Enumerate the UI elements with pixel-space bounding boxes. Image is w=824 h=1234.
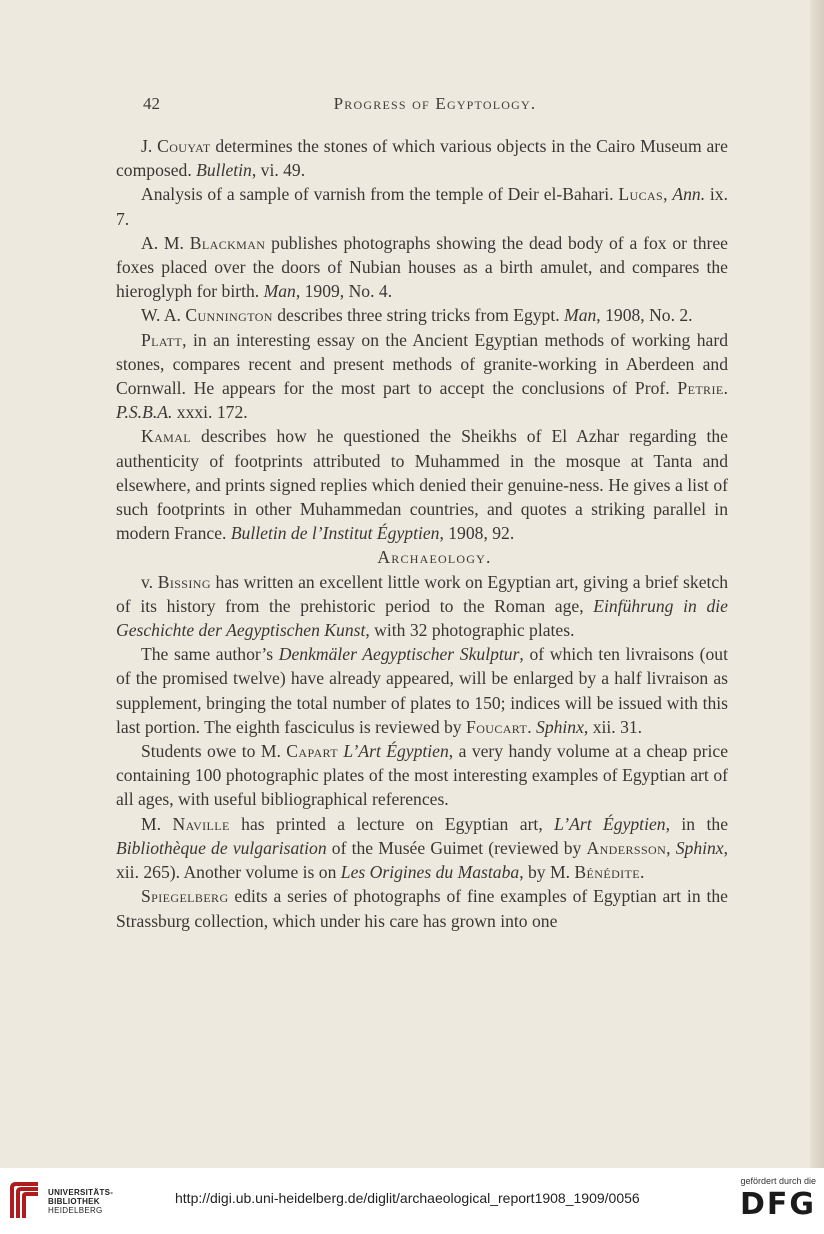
citation-italic: L’Art Égyptien [343,741,449,762]
citation-italic: Bulletin [196,160,252,181]
text-run: , 1908, No. 2. [596,305,693,326]
digitization-footer [0,1168,824,1234]
citation-italic: Man [263,281,296,302]
funding-caption: gefördert durch die [740,1176,816,1186]
paragraph-group-1 [116,134,728,545]
text-run: Analysis of a sample of varnish from the temple of Deir el-Bahari. [141,184,619,205]
section-heading: Archaeology. [377,547,492,568]
citation-italic: Bibliothèque de vulgarisation [116,837,327,858]
paragraph [116,884,728,932]
text-run: ix. 7. [116,184,729,229]
author-name: Foucart [466,716,528,737]
paragraph [116,303,728,327]
text-run: , of which ten livraisons (out of the promised twelve) have already appeared, will be enlarged by a half livraison as supplement, bringing the total number of plates to 150; indices will be issued with this last portion. The eighth fasciculus is reviewed by [116,644,728,737]
text-run: v. [141,571,158,592]
page-number: 42 [143,94,160,113]
dfg-wordmark: DFG [739,1187,816,1222]
citation-italic: Einführung in die Geschichte der Aegyptischen Kunst [116,595,728,641]
text-run: The same author’s [141,644,279,665]
author-name: Andersson [586,837,667,858]
text-run: , in an interesting essay on the Ancient Egyptian methods of working hard stones, compares recent and present methods of granite-working in Aberdeen and Cornwall. He appears for the most part to accept the conclusions of Prof. [116,329,728,399]
text-run: A. M. [141,232,190,253]
text-run: , xii. 31. [583,716,643,737]
text-run: Students owe to M. [141,741,287,762]
text-run: of the Musée Guimet (reviewed by [326,837,587,858]
text-run: , [663,184,673,205]
author-name: Capart [286,741,338,762]
text-run: . [723,378,728,399]
paragraph [116,570,728,643]
paragraph-group-2 [116,570,728,933]
author-name: Naville [172,813,230,834]
text-run: . [640,862,645,883]
library-emblem-icon [8,1182,42,1222]
library-name: UNIVERSITÄTS- BIBLIOTHEK HEIDELBERG [48,1188,114,1215]
text-run: . [527,716,537,737]
paragraph [116,328,728,425]
text-run: publishes photographs showing the dead body of a fox or three foxes placed over the doors of Nubian houses as a birth amulet, and compares the hieroglyph for birth. [116,232,728,302]
paragraph [116,182,728,230]
citation-italic: Les Origines du Mastaba [340,862,520,883]
citation-italic: Man [564,305,597,326]
text-run: , 1908, 92. [439,523,515,544]
author-name: Lucas [618,184,664,205]
text-run: describes how he questioned the Sheikhs of El Azhar regarding the authenticity of footprints attributed to Muhammed in the mosque at Tanta and elsewhere, and prints signed replies which denied their genuine-ness. He gives a list of such footprints in other Muhammedan countries, and quotes a striking parallel in modern France. [116,426,728,544]
author-name: Petrie [677,378,724,399]
author-name: Couyat [157,136,211,156]
citation-italic: Sphinx [675,837,724,858]
text-run: determines the stones of which various objects in the Cairo Museum are composed. [116,136,728,181]
paragraph [116,424,728,545]
citation-italic: Denkmäler Aegyptischer Skulptur [278,644,520,665]
paragraph [116,231,728,304]
text-run: , a very handy volume at a cheap price containing 100 photographic plates of the most interesting examples of Egyptian art of all ages, with useful bibliographical references. [116,741,729,810]
text-run: J. [141,136,158,156]
paragraph [116,642,728,739]
text-run: , xii. 265). Another volume is on [116,837,729,883]
text-run: , 1909, No. 4. [295,281,393,302]
citation-italic: P.S.B.A. [116,402,173,423]
text-run: has printed a lecture on Egyptian art, [229,813,555,834]
citation-italic: L’Art Égyptien [554,813,666,834]
library-logo[interactable] [8,1182,128,1226]
page-header [143,94,727,118]
body-text [116,134,728,933]
citation-italic: Sphinx [536,716,584,737]
paragraph [116,739,728,812]
text-run: edits a series of photographs of fine examples of Egyptian art in the Strassburg collection, which under his care has grown into one [116,886,728,931]
citation-italic: Ann. [672,184,706,205]
text-run: , by M. [519,862,575,883]
text-run: , in the [665,813,728,834]
text-run: has written an excellent little work on Egyptian art, giving a brief sketch of its history from the prehistoric period to the Roman age, [116,571,728,616]
author-name: Kamal [141,426,192,447]
text-run: , [666,837,676,858]
text-run: describes three string tricks from Egypt. [272,305,565,326]
author-name: Bénédite [574,862,641,883]
paragraph [116,134,728,182]
text-run: M. [141,813,173,834]
permalink-url[interactable]: http://digi.ub.uni-heidelberg.de/diglit/archaeological_report1908_1909/0056 [175,1190,640,1206]
author-name: Cunnington [185,305,273,326]
text-run: , with 32 photographic plates. [365,620,575,641]
text-run: W. A. [141,305,186,326]
author-name: Bissing [157,571,211,592]
text-run: , vi. 49. [251,160,306,181]
dfg-logo[interactable] [720,1176,816,1228]
citation-italic: Bulletin de l’Institut Égyptien [230,523,440,544]
text-run: xxxi. 172. [172,402,248,423]
author-name: Spiegelberg [141,886,229,907]
page-edge-shadow [810,0,824,1168]
author-name: Blackman [189,232,266,253]
author-name: Platt [141,329,183,350]
running-title: Progress of Egyptology. [333,94,537,113]
paragraph [116,812,728,885]
